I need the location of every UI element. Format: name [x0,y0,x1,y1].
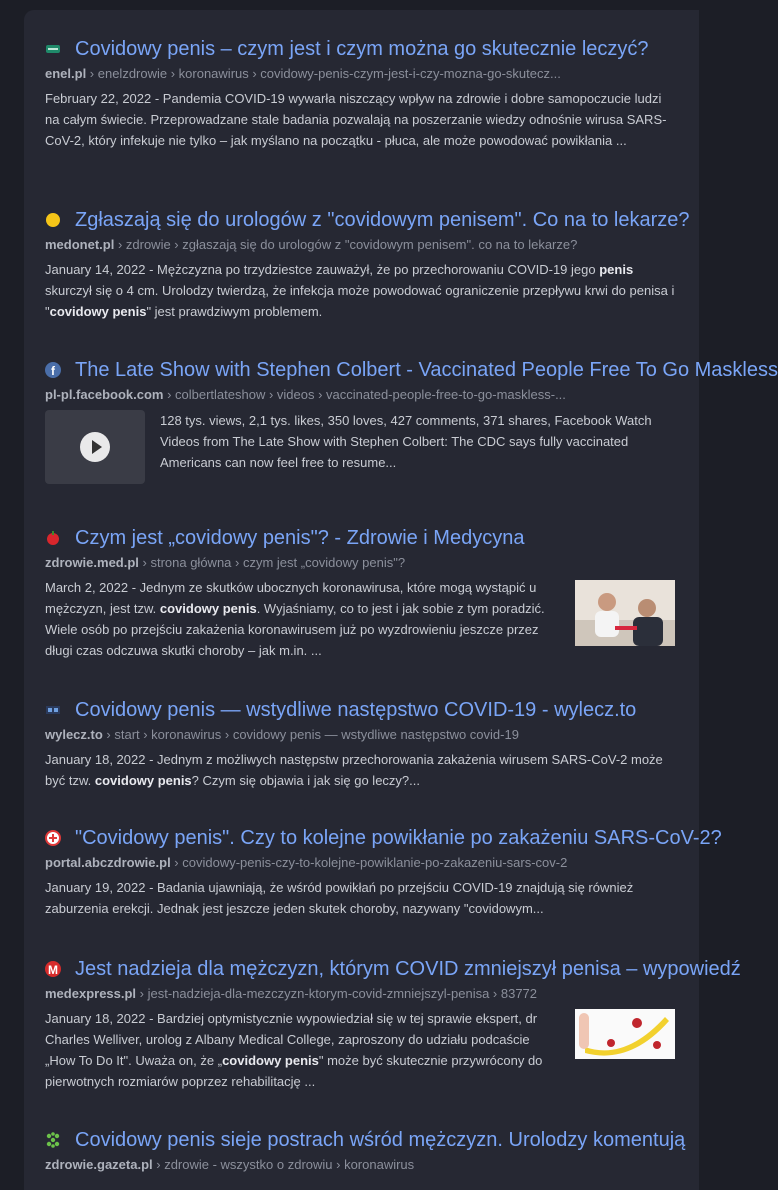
result-url[interactable]: zdrowie.med.pl › strona główna › czym jest „covidowy penis"? [45,555,406,570]
result-url[interactable]: zdrowie.gazeta.pl › zdrowie - wszystko o zdrowiu › koronawirus [45,1157,415,1172]
result-thumbnail[interactable] [575,580,675,646]
result-title[interactable]: Zgłaszają się do urologów z "covidowym penisem". Co na to lekarze? [75,208,690,231]
result-snippet: January 14, 2022 - Mężczyzna po trzydziestce zauważył, że po przechorowaniu COVID-19 jego penis skurczył się o 4 cm. Urolodzy twierdzą, że infekcja może powodować ograniczenie przepływu krwi do penisa i "covidowy penis" jest prawdziwym problemem. [45,262,675,319]
result-url[interactable]: medexpress.pl › jest-nadzieja-dla-mezczyzn-ktorym-covid-zmniejszyl-penisa › 83772 [45,986,538,1001]
play-icon[interactable] [80,432,110,462]
apple-icon [45,530,61,546]
result-title[interactable]: Covidowy penis — wstydliwe następstwo COVID-19 - wylecz.to [75,698,637,721]
search-result [45,697,675,791]
result-title[interactable]: The Late Show with Stephen Colbert - Vaccinated People Free To Go Maskless [75,358,778,381]
search-result [45,1127,686,1172]
result-url[interactable]: enel.pl › enelzdrowie › koronawirus › covidowy-penis-czym-jest-i-czy-mozna-go-skutecz... [45,66,561,81]
svg-text:f: f [51,364,55,378]
svg-text:M: M [48,963,58,977]
result-title[interactable]: Jest nadzieja dla mężczyzn, którym COVID zmniejszył penisa – wypowiedź [75,957,741,980]
search-result [45,525,675,661]
search-result [45,357,778,484]
video-thumbnail[interactable] [45,410,145,484]
medonet-icon [45,212,61,228]
result-snippet: January 18, 2022 - Jednym z możliwych następstw przechorowania zakażenia wirusem SARS-CoV-2 może być tzw. covidowy penis? Czym się objawia i jak się go leczy?... [45,752,663,788]
search-result [45,207,690,322]
wylecz-icon [45,702,61,718]
result-title[interactable]: Czym jest „covidowy penis"? - Zdrowie i Medycyna [75,526,525,549]
result-snippet: January 19, 2022 - Badania ujawniają, że wśród powikłań po przejściu COVID-19 znajdują się również zaburzenia erekcji. Jednak jest jeszcze jeden skutek choroby, nazywany "covidowym... [45,880,634,916]
medexpress-icon [45,961,61,977]
abczdrowie-icon [45,830,61,846]
result-title[interactable]: Covidowy penis sieje postrach wśród mężczyzn. Urolodzy komentują [75,1128,686,1151]
search-result [45,956,741,1092]
result-snippet: February 22, 2022 - Pandemia COVID-19 wywarła niszczący wpływ na zdrowie i dobre samopoczucie ludzi na całym świecie. Przeprowadzane stale badania pozwalają na poszerzanie wiedzy odnośnie wirusa SARS-CoV-2, który infekuje nie tylko – jak myślano na początku - płuca, ale może powodować powikłania ... [45,91,667,148]
search-result [45,36,675,151]
result-url[interactable]: portal.abczdrowie.pl › covidowy-penis-czy-to-kolejne-powiklanie-po-zakazeniu-sars-cov-2 [45,855,568,870]
result-url[interactable]: medonet.pl › zdrowie › zgłaszają się do urologów z "covidowym penisem". co na to lekarze? [45,237,578,252]
result-url[interactable]: wylecz.to › start › koronawirus › covidowy penis — wstydliwe następstwo covid-19 [45,727,519,742]
result-snippet: March 2, 2022 - Jednym ze skutków ubocznych koronawirusa, które mogą wystąpić u mężczyzn, jest tzw. covidowy penis. Wyjaśniamy, co to jest i jak sobie z tym poradzić. Wiele osób po przejściu zakażenia koronawirusem już po wyzdrowieniu jeszcze przez długi czas odczuwa skutki choroby – jak m.in. ... [45,580,545,658]
result-title[interactable]: Covidowy penis – czym jest i czym można go skutecznie leczyć? [75,37,649,60]
result-snippet: January 18, 2022 - Bardziej optymistycznie wypowiedział się w tej sprawie ekspert, dr Charles Welliver, urolog z Albany Medical College, zaproszony do udziału podcaście „How To Do It". Uważa on, że „covidowy penis" może być skutecznie przywrócony do pierwotnych rozmiarów poprzez rehabilitację ... [45,1011,543,1089]
result-thumbnail[interactable] [575,1009,675,1059]
result-snippet: 128 tys. views, 2,1 tys. likes, 350 loves, 427 comments, 371 shares, Facebook Watch Videos from The Late Show with Stephen Colbert: The CDC says fully vaccinated Americans can now feel free to resume... [160,413,652,470]
search-result [45,825,722,919]
facebook-icon [45,362,61,378]
result-title[interactable]: "Covidowy penis". Czy to kolejne powikłanie po zakażeniu SARS-CoV-2? [75,826,722,849]
gazeta-icon [45,1132,61,1148]
result-url[interactable]: pl-pl.facebook.com › colbertlateshow › videos › vaccinated-people-free-to-go-maskless-... [45,387,566,402]
enel-icon [45,41,61,57]
